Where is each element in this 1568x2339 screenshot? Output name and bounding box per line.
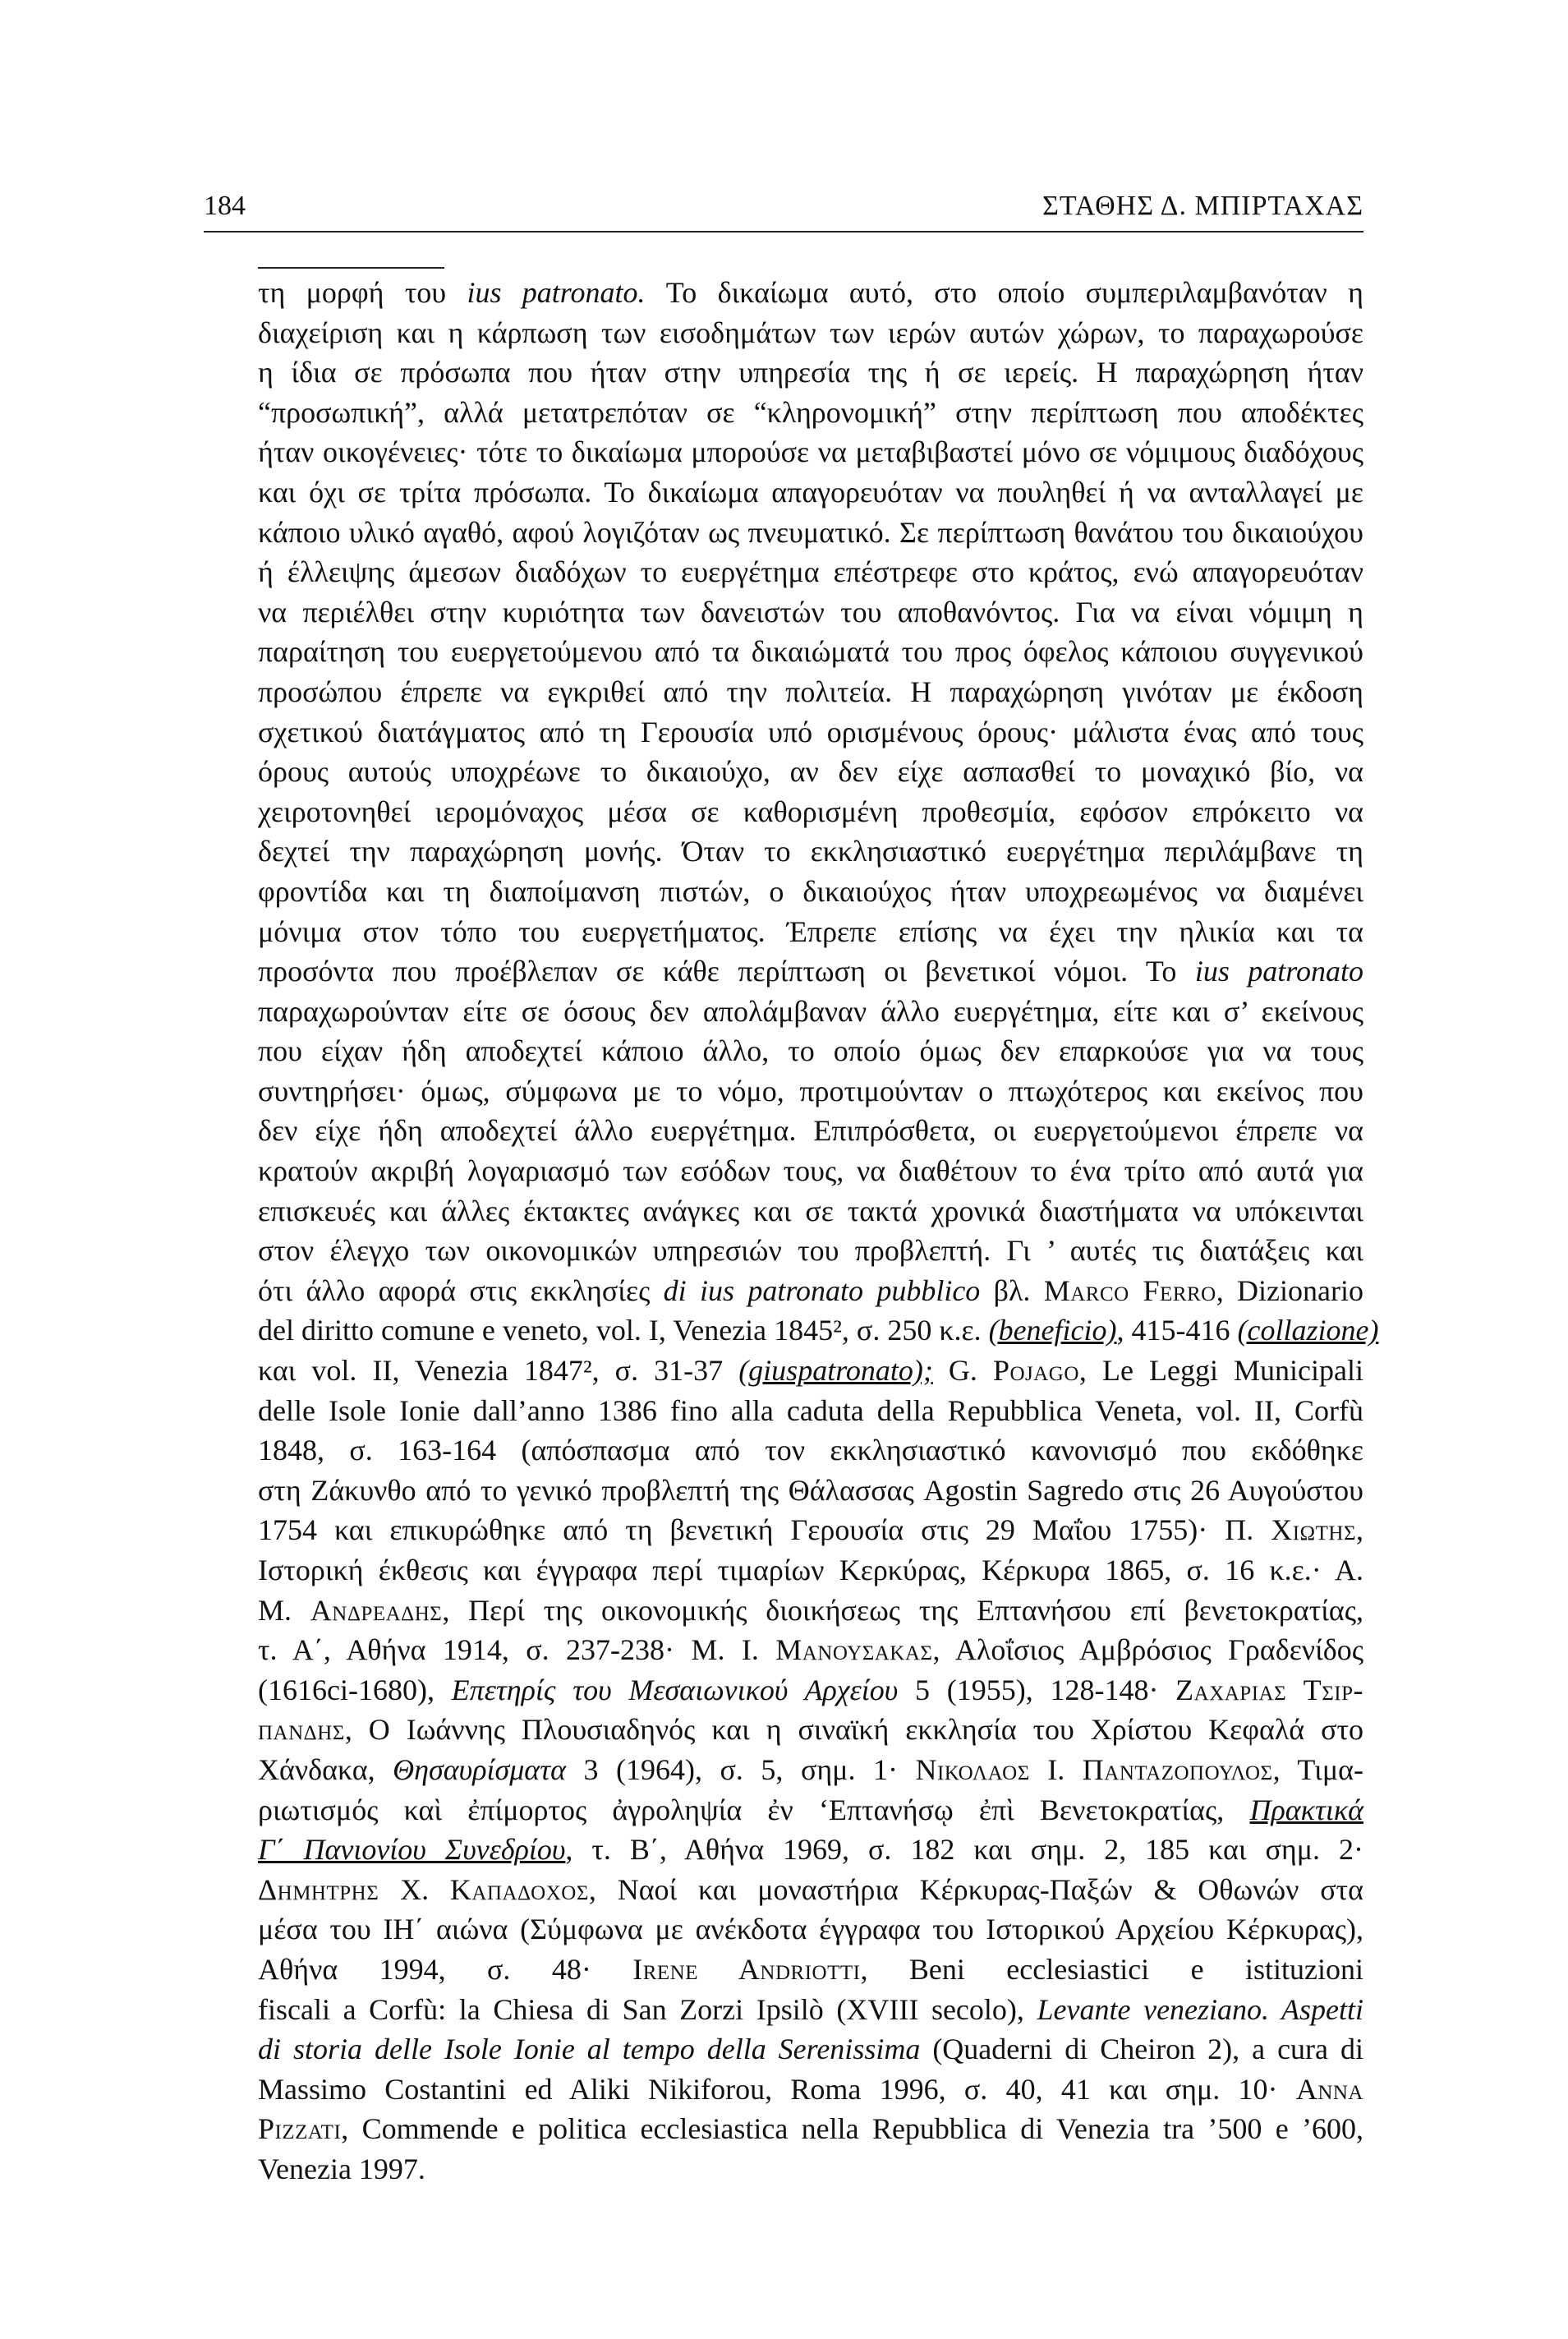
footnote-text-segment: και όχι σε τρίτα πρόσωπα. Το δικαίωμα απαγορευόταν να πουληθεί ή να ανταλλαγεί με xyxy=(258,475,1363,509)
footnote-line xyxy=(258,1231,1363,1271)
footnote-separator-rule xyxy=(258,267,444,269)
footnote-text-segment: 1848, σ. 163-164 (απόσπασμα από τον εκκλησιαστικό κανονισμό που εκδόθηκε xyxy=(258,1434,1363,1467)
footnote-text-segment: , Commende e politica ecclesiastica nella Repubblica di Venezia tra ’500 e ’600, xyxy=(341,2112,1363,2146)
footnote-text-segment: Irene Andriotti xyxy=(632,1952,861,1986)
footnote-text-segment: del diritto comune e veneto, vol. I, Venezia 1845², σ. 250 κ.ε. xyxy=(258,1314,989,1347)
footnote-text-segment: Μ. xyxy=(258,1593,310,1627)
footnote-text-segment: “προσωπική”, αλλά μετατρεπόταν σε “κληρονομική” στην περίπτωση που αποδέκτες xyxy=(258,395,1363,429)
footnote-line xyxy=(258,2109,1363,2149)
footnote-text-segment: , 415-416 xyxy=(1116,1314,1238,1347)
footnote-text-segment: Massimo Costantini ed Aliki Nikiforou, Roma 1996, σ. 40, 41 και σημ. 10· xyxy=(258,2072,1296,2106)
footnote-line xyxy=(258,1550,1363,1591)
footnote-line xyxy=(258,1750,1363,1790)
footnote-line xyxy=(258,1391,1363,1431)
footnote-line xyxy=(258,951,1363,992)
footnote-text-segment: ius patronato. xyxy=(467,276,646,309)
footnote-text-segment: Pizzati xyxy=(258,2112,342,2146)
footnote-text-segment: που είχαν ήδη αποδεχτεί κάποιο άλλο, το οποίο όμως δεν επαρκούσε για να τους xyxy=(258,1034,1363,1068)
footnote-text-segment: (Quaderni di Cheiron 2), a cura di xyxy=(920,2033,1363,2066)
footnote-text-segment: τ. Α΄, Αθήνα 1914, σ. 237-238· Μ. Ι. xyxy=(258,1633,776,1667)
footnote-text-segment: 3 (1964), σ. 5, σημ. 1· xyxy=(566,1752,916,1786)
footnote-text-segment: συντηρήσει· όμως, σύμφωνα με το νόμο, προτιμούνταν ο πτωχότερος και εκείνος που xyxy=(258,1074,1363,1107)
footnote-text-segment: κάποιο υλικό αγαθό, αφού λογιζόταν ως πνευματικό. Σε περίπτωση θανάτου του δικαιούχου xyxy=(258,515,1363,549)
footnote-text-segment: στον έλεγχο των οικονομικών υπηρεσιών του προβλεπτή. Γι ’ αυτές τις διατάξεις και xyxy=(258,1234,1363,1268)
footnote-text-segment: , Ο Ιωάννης Πλουσιαδηνός και η σιναϊκή εκκλησία του Χρίστου Κεφαλά στο xyxy=(344,1713,1363,1747)
footnote-line xyxy=(258,1710,1363,1750)
footnote-text-segment: (beneficio) xyxy=(988,1314,1117,1347)
page-number: 184 xyxy=(204,191,246,221)
footnote-line xyxy=(258,1510,1363,1550)
running-head-author: ΣΤΑΘΗΣ Δ. ΜΠΙΡΤΑΧΑΣ xyxy=(1042,191,1363,221)
footnote-text-segment: Αθήνα 1994, σ. 48· xyxy=(258,1952,633,1986)
footnote-text-segment: , τ. Β΄, Αθήνα 1969, σ. 182 και σημ. 2, 185 και σημ. 2· xyxy=(565,1833,1364,1867)
footnote-text-segment: Ιστορική έκθεσις και έγγραφα περί τιμαρίων Κερκύρας, Κέρκυρα 1865, σ. 16 κ.ε.· Α. xyxy=(258,1554,1363,1586)
footnote-line xyxy=(258,1870,1363,1910)
footnote-text-segment: πανδης xyxy=(258,1713,345,1747)
footnote-line xyxy=(258,1031,1363,1071)
footnote-text-segment: Επετηρίς του Μεσαιωνικού Αρχείου xyxy=(451,1673,899,1706)
footnote-text-segment: ius patronato xyxy=(1194,955,1363,988)
footnote-line xyxy=(258,273,1363,313)
footnote-line xyxy=(258,1310,1379,1351)
footnote-text-segment: Venezia 1997. xyxy=(258,2152,425,2185)
footnote-text-segment: Νικολαος xyxy=(915,1752,1030,1786)
footnote-text-segment: η ίδια σε πρόσωπα που ήταν στην υπηρεσία της ή σε ιερείς. Η παραχώρηση ήταν xyxy=(258,356,1363,389)
footnote-text-segment: επισκευές και άλλες έκτακτες ανάγκες και σε τακτά χρονικά διαστήματα να υπόκεινται xyxy=(258,1194,1363,1227)
footnote-line xyxy=(258,513,1363,553)
footnote-line xyxy=(258,1909,1363,1950)
footnote-line xyxy=(258,752,1363,792)
footnote-text-segment: delle Isole Ionie dall’anno 1386 fino alla caduta della Repubblica Veneta, vol. II, Corfù xyxy=(258,1393,1363,1427)
footnote-text-segment: στη Ζάκυνθο από το γενικό προβλεπτή της Θάλασσας Agostin Sagredo στις 26 Αυγούστου xyxy=(258,1473,1363,1507)
footnote-line xyxy=(258,1471,1363,1511)
footnote-text-segment: ήταν οικογένειες· τότε το δικαίωμα μπορούσε να μεταβιβαστεί μόνο σε νόμιμους διαδόχους xyxy=(258,435,1363,469)
header-rule xyxy=(204,231,1363,233)
footnote-text-segment: Anna xyxy=(1295,2072,1363,2106)
footnote-text-segment: 5 (1955), 128-148· xyxy=(898,1673,1176,1706)
footnote-text-segment: ότι άλλο αφορά στις εκκλησίες xyxy=(258,1273,664,1307)
footnote-line xyxy=(258,992,1363,1032)
footnote-text-segment: , Dizionario xyxy=(1216,1273,1364,1307)
footnote-text-segment: Δημητρης xyxy=(258,1872,379,1906)
footnote-text-segment: , Le Leggi Municipali xyxy=(1078,1354,1363,1388)
footnote-text-segment: μέσα του ΙΗ΄ αιώνα (Σύμφωνα με ανέκδοτα έγγραφα του Ιστορικού Αρχείου Κέρκυρας), xyxy=(258,1913,1363,1946)
footnote-line xyxy=(258,632,1363,672)
footnote-text-segment: (1616ci-1680), xyxy=(258,1673,452,1706)
footnote-text-segment: χειροτονηθεί ιερομόναχος μέσα σε καθορισμένη προθεσμία, εφόσον επρόκειτο να xyxy=(258,794,1363,828)
footnote-text-segment: Χ. xyxy=(379,1872,450,1906)
footnote-text-segment: σχετικού διατάγματος από τη Γερουσία υπό ορισμένους όρους· μάλιστα ένας από τους xyxy=(258,715,1363,748)
footnote-line xyxy=(258,1990,1363,2030)
footnote-line xyxy=(258,1271,1363,1311)
footnote-text-segment: ή έλλειψης άμεσων διαδόχων το ευεργέτημα επέστρεφε στο κράτος, ενώ απαγορευόταν xyxy=(258,555,1363,589)
footnote-text-segment: μόνιμα στον τόπο του ευεργετήματος. Έπρεπε επίσης να έχει την ηλικία και τα xyxy=(258,914,1363,948)
footnote-text-segment: Χάνδακα, xyxy=(258,1752,393,1786)
footnote-line xyxy=(258,912,1363,952)
footnote-line xyxy=(258,2070,1363,2110)
footnote-text-segment: προσόντα που προέβλεπαν σε κάθε περίπτωση οι βενετικοί νόμοι. Το xyxy=(258,955,1195,988)
footnote-line xyxy=(258,872,1363,912)
footnote-text-segment: φροντίδα και τη διαποίμανση πιστών, ο δικαιούχος ήταν υποχρεωμένος να διαμένει xyxy=(258,874,1363,908)
footnote-line xyxy=(258,2029,1363,2070)
footnote-line xyxy=(258,672,1363,712)
footnote-text-segment: Pojago xyxy=(992,1354,1079,1388)
footnote-text-segment: παραχωρούνταν είτε σε όσους δεν απολάμβαναν άλλο ευεργέτημα, είτε και σ’ εκείνους xyxy=(258,994,1363,1028)
footnote-text-segment: Μανουσακας xyxy=(775,1633,933,1667)
footnote-line xyxy=(258,592,1363,633)
footnote-text-segment: , Περί της οικονομικής διοικήσεως της Επτανήσου επί βενετοκρατίας, xyxy=(442,1593,1363,1627)
footnote-text-segment: κρατούν ακριβή λογαριασμό των εσόδων τους, να διαθέτουν το ένα τρίτο από αυτά για xyxy=(258,1154,1363,1188)
footnote-line xyxy=(258,792,1363,832)
footnote-text-segment: δεχτεί την παραχώρηση μονής. Όταν το εκκλησιαστικό ευεργέτημα περιλάμβανε τη xyxy=(258,835,1363,868)
footnote-text-segment: 1754 και επικυρώθηκε από τη βενετική Γερουσία στις 29 Μαΐου 1755)· Π. xyxy=(258,1513,1271,1547)
footnote-text xyxy=(258,273,1379,2189)
footnote-text-segment: Πρακτικά xyxy=(1249,1793,1363,1826)
footnote-line xyxy=(258,1670,1363,1711)
footnote-line xyxy=(258,1191,1363,1232)
footnote-text-segment: Ι. xyxy=(1029,1752,1083,1786)
footnote-line xyxy=(258,1151,1363,1191)
footnote-line xyxy=(258,1950,1363,1990)
footnote-text-segment: Marco Ferro xyxy=(1043,1273,1216,1307)
footnote-text-segment: , Τιμα- xyxy=(1272,1752,1363,1786)
footnote-text-segment: τη μορφή του xyxy=(258,276,467,309)
footnote-line xyxy=(258,1591,1363,1631)
footnote-line xyxy=(258,432,1363,472)
footnote-text-segment: όρους αυτούς υποχρέωνε το δικαιούχο, αν δεν είχε ασπασθεί το μοναχικό βίο, να xyxy=(258,755,1363,789)
footnote-text-segment: και vol. II, Venezia 1847², σ. 31-37 xyxy=(258,1354,739,1388)
footnote-text-segment: fiscali a Corfù: la Chiesa di San Zorzi Ipsilò (XVIII secolo), xyxy=(258,1992,1037,2026)
footnote-text-segment: δεν είχε ήδη αποδεχτεί άλλο ευεργέτημα. Επιπρόσθετα, οι ευεργετούμενοι έπρεπε να xyxy=(258,1114,1363,1148)
footnote-text-segment: Καπαδοχος xyxy=(449,1872,589,1906)
footnote-text-segment: Ανδρεαδης xyxy=(310,1593,443,1627)
footnote-text-segment: Ζαχαριας Τσιρ- xyxy=(1175,1673,1363,1706)
footnote-text-segment: παραίτηση του ευεργετούμενου από τα δικαιώματά του προς όφελος κάποιου συγγενικού xyxy=(258,635,1363,669)
footnote-text-segment: (giuspatronato); xyxy=(738,1354,933,1388)
footnote-line xyxy=(258,552,1363,592)
footnote-text-segment: Levante veneziano. Aspetti xyxy=(1037,1992,1363,2026)
footnote-text-segment: di ius patronato pubblico xyxy=(663,1273,981,1307)
footnote-line xyxy=(258,313,1363,353)
footnote-text-segment: , xyxy=(1356,1513,1363,1547)
footnote-text-segment: di storia delle Isole Ionie al tempo della Serenissima xyxy=(258,2033,921,2066)
footnote-text-segment: Γ΄ Πανιονίου Συνεδρίου xyxy=(258,1833,566,1867)
footnote-line xyxy=(258,712,1363,753)
footnote-line xyxy=(258,2149,1363,2189)
footnote-text-segment: προσώπου έπρεπε να εγκριθεί από την πολιτεία. Η παραχώρηση γινόταν με έκδοση xyxy=(258,675,1363,708)
footnote-text-segment: Το δικαίωμα αυτό, στο οποίο συμπεριλαμβανόταν η xyxy=(645,276,1363,309)
footnote-text-segment: Χιωτης xyxy=(1271,1513,1356,1547)
running-head xyxy=(204,187,1363,225)
footnote-text-segment: G. xyxy=(932,1354,993,1388)
footnote-line xyxy=(258,472,1363,513)
footnote-text-segment: , Ναοί και μοναστήρια Κέρκυρας-Παξών & Οθωνών στα xyxy=(588,1872,1363,1906)
footnote-text-segment: Πανταζοπουλος xyxy=(1082,1752,1273,1786)
footnote-line xyxy=(258,1430,1363,1471)
footnote-line xyxy=(258,1630,1363,1670)
footnote-text-segment: (collazione) xyxy=(1237,1314,1379,1347)
footnote-line xyxy=(258,1351,1363,1391)
footnote-text-segment: , Beni ecclesiastici e istituzioni xyxy=(860,1952,1363,1986)
footnote-text-segment: ριωτισμός καὶ ἐπίμορτος ἀγροληψία ἐν ‘Επτανήσῳ ἐπὶ Βενετοκρατίας, xyxy=(258,1793,1250,1826)
footnote-line xyxy=(258,1830,1363,1870)
footnote-line xyxy=(258,1790,1363,1830)
footnote-text-segment: Θησαυρίσματα xyxy=(393,1752,566,1786)
footnote-line xyxy=(258,1111,1363,1151)
footnote-line xyxy=(258,831,1363,872)
footnote-line xyxy=(258,352,1363,393)
footnote-text-segment: διαχείριση και η κάρπωση των εισοδημάτων των ιερών αυτών χώρων, το παραχωρούσε xyxy=(258,315,1363,349)
footnote-text-segment: να περιέλθει στην κυριότητα των δανειστών του αποθανόντος. Για να είναι νόμιμη η xyxy=(258,595,1363,628)
footnote-text-segment: βλ. xyxy=(980,1273,1044,1307)
footnote-line xyxy=(258,1071,1363,1112)
footnote-text-segment: , Αλοΐσιος Αμβρόσιος Γραδενίδος xyxy=(932,1633,1363,1667)
footnote-line xyxy=(258,393,1363,433)
